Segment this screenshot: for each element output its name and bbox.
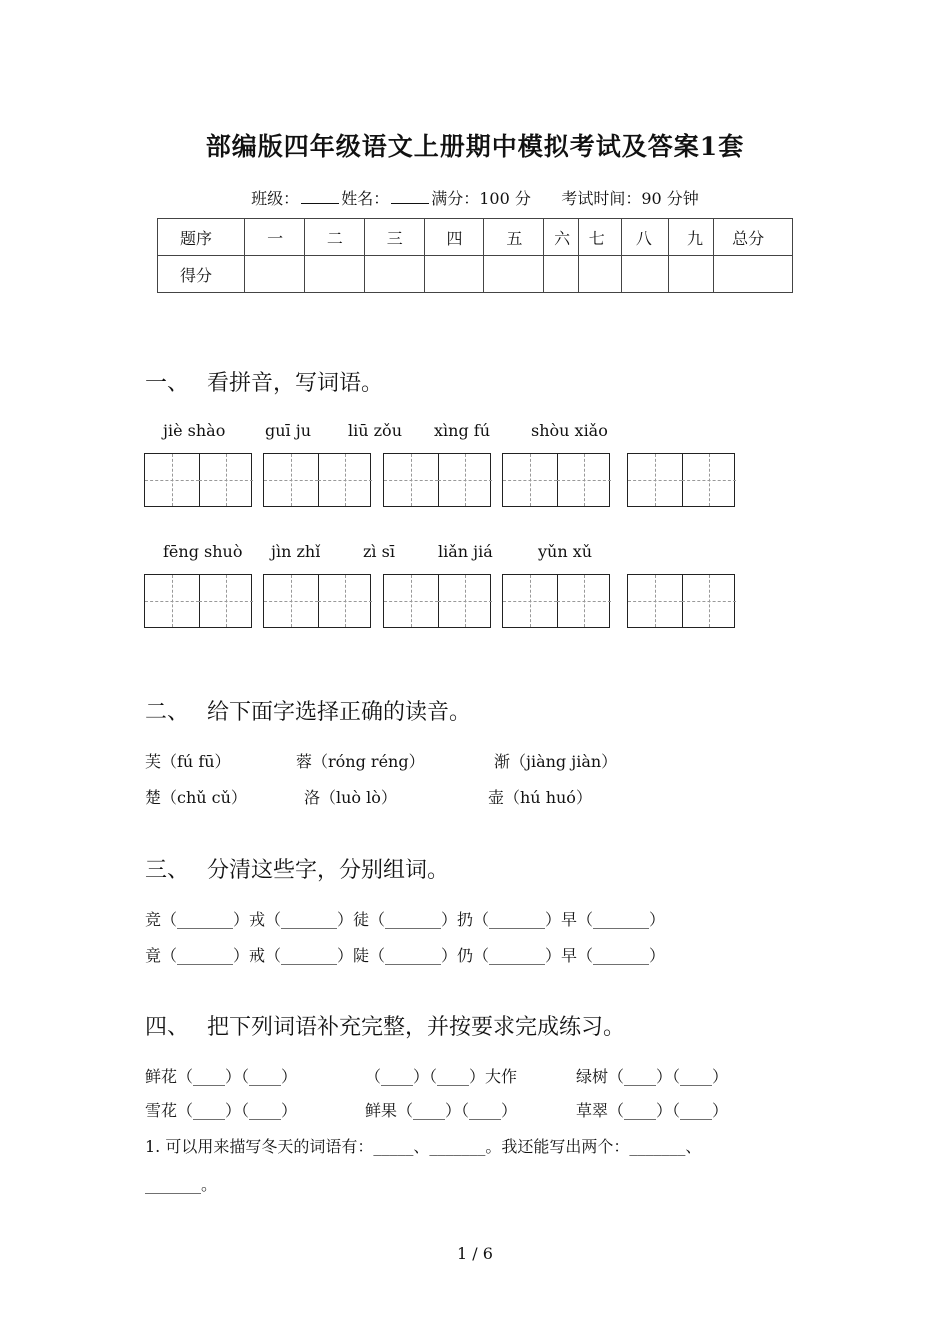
pinyin: yǔn xǔ (538, 542, 593, 561)
score-cell[interactable] (621, 256, 668, 293)
section-title: 给下面字选择正确的读音。 (207, 700, 472, 725)
idiom-fill[interactable]: 草翠（____）（____） (576, 1101, 729, 1120)
section-2-heading (145, 695, 471, 726)
score-cell[interactable] (714, 256, 793, 293)
section-4-heading (145, 1010, 625, 1041)
table-cell: 六 (544, 219, 579, 256)
writing-grid[interactable] (383, 574, 491, 628)
idiom-fill[interactable]: 鲜花（____）（____） (145, 1067, 298, 1086)
section-title: 看拼音，写词语。 (207, 371, 384, 396)
score-cell[interactable] (424, 256, 484, 293)
writing-grid[interactable] (144, 574, 252, 628)
name-blank[interactable] (391, 189, 429, 204)
class-blank[interactable] (301, 189, 339, 204)
pinyin: jiè shào (163, 421, 226, 440)
writing-grid[interactable] (627, 453, 735, 507)
question-1[interactable]: 1. 可以用来描写冬天的词语有：_____、_______。我还能写出两个：_______、 (145, 1137, 702, 1156)
reading-choice[interactable]: 洛（luò lò） (304, 788, 397, 807)
section-number: 一、 (145, 371, 190, 396)
table-cell: 二 (304, 219, 364, 256)
writing-grid[interactable] (502, 574, 610, 628)
reading-choice[interactable]: 楚（chǔ cǔ） (145, 788, 247, 807)
section-title: 分清这些字，分别组词。 (207, 858, 450, 883)
table-cell: 八 (621, 219, 668, 256)
score-cell[interactable] (245, 256, 305, 293)
writing-grid[interactable] (502, 453, 610, 507)
score-cell[interactable] (364, 256, 424, 293)
writing-grid[interactable] (383, 453, 491, 507)
idiom-fill[interactable]: （____）（____）大作 (365, 1067, 518, 1086)
pinyin: xìng fú (434, 421, 490, 440)
reading-choice[interactable]: 渐（jiàng jiàn） (494, 752, 618, 771)
section-number: 四、 (145, 1015, 190, 1040)
pinyin: zì sī (363, 542, 395, 561)
reading-choice[interactable]: 蓉（róng réng） (296, 752, 425, 771)
writing-grid[interactable] (263, 453, 371, 507)
score-table-header-row (158, 219, 793, 256)
pinyin: liǎn jiá (438, 542, 493, 561)
table-cell: 七 (578, 219, 621, 256)
pinyin: shòu xiǎo (531, 421, 608, 440)
page-number: 1 / 6 (457, 1244, 493, 1263)
table-cell: 五 (484, 219, 544, 256)
section-number: 二、 (145, 700, 190, 725)
word-group-line[interactable]: 竟（_______）戒（_______）陡（_______）仍（_______）早（_______） (145, 946, 666, 965)
question-1-continued[interactable]: _______。 (145, 1175, 218, 1194)
exam-info (0, 186, 950, 209)
idiom-fill[interactable]: 绿树（____）（____） (576, 1067, 729, 1086)
page-title: 部编版四年级语文上册期中模拟考试及答案1套 (205, 132, 745, 161)
score-cell[interactable] (484, 256, 544, 293)
table-cell: 九 (669, 219, 714, 256)
pinyin: liū zǒu (348, 421, 402, 440)
class-label: 班级： (251, 189, 300, 208)
reading-choice[interactable]: 壶（hú huó） (488, 788, 592, 807)
section-title: 把下列词语补充完整，并按要求完成练习。 (207, 1015, 626, 1040)
word-group-line[interactable]: 竞（_______）戎（_______）徒（_______）扔（_______）早（_______） (145, 910, 666, 929)
writing-grid[interactable] (263, 574, 371, 628)
score-cell[interactable] (578, 256, 621, 293)
full-score: 满分：100 分 (431, 189, 531, 208)
writing-grid[interactable] (144, 453, 252, 507)
table-cell: 四 (424, 219, 484, 256)
reading-choice[interactable]: 芙（fú fū） (145, 752, 231, 771)
pinyin: jìn zhǐ (271, 542, 321, 561)
pinyin: guī ju (265, 421, 312, 440)
idiom-fill[interactable]: 雪花（____）（____） (145, 1101, 298, 1120)
score-cell[interactable] (669, 256, 714, 293)
exam-time: 考试时间：90 分钟 (561, 189, 699, 208)
idiom-fill[interactable]: 鲜果（____）（____） (365, 1101, 518, 1120)
writing-grid[interactable] (627, 574, 735, 628)
score-cell[interactable] (304, 256, 364, 293)
section-3-heading (145, 853, 449, 884)
table-cell: 总分 (714, 219, 793, 256)
section-number: 三、 (145, 858, 190, 883)
table-cell: 三 (364, 219, 424, 256)
name-label: 姓名： (341, 189, 390, 208)
score-table-score-row (158, 256, 793, 293)
section-1-heading (145, 366, 383, 397)
table-cell: 得分 (158, 256, 245, 293)
table-cell: 题序 (158, 219, 245, 256)
pinyin: fēng shuò (163, 542, 243, 561)
score-table (157, 218, 793, 293)
score-cell[interactable] (544, 256, 579, 293)
table-cell: 一 (245, 219, 305, 256)
